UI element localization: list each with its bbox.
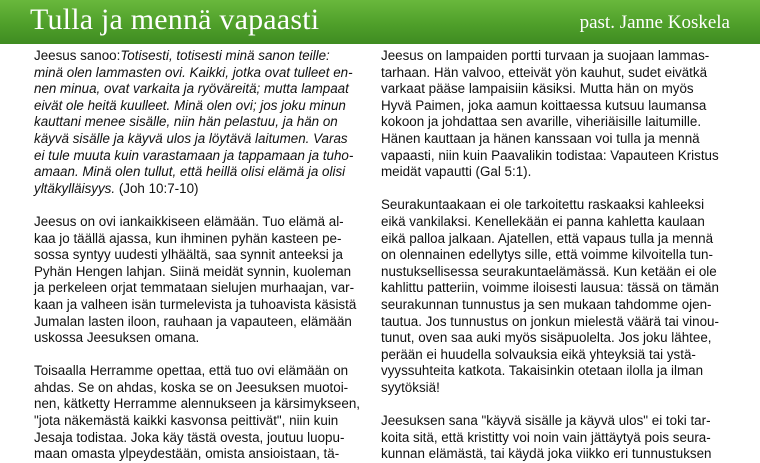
right-column bbox=[381, 48, 729, 462]
left-column bbox=[34, 48, 364, 462]
right-paragraph-2: Seurakuntaakaan ei ole tarkoitettu raskaaksi kahleeksi eikä vankilaksi. Kenellekään ei panna kahletta kaulaan eikä palloa jalkaan. Ajatellen, että vapaus tulla ja mennä on olennainen edellytys sille, että voimme kilvoitella tun- nustuksellisessa seurakuntaelämässä. Kun ketään ei ole kahlittu patteriin, voimme iloisesti lausua: tässä on tämän seurakunnan tunnustus ja sen mukaan tahdomme ojen- tautua. Jos tunnustus on jonkun mielestä väärä tai vinou- tunut, oven saa auki myös sisäpuolelta. Jos joku lähtee, perään ei huudella solvauksia eikä yhteyksiä tai ystä- vyyssuhteita katkota. Takaisinkin otetaan ilolla ja ilman syytöksiä! bbox=[381, 197, 719, 395]
article-header bbox=[0, 0, 760, 44]
bible-quote-paragraph bbox=[34, 48, 364, 197]
quote-reference: (Joh 10:7-10) bbox=[115, 180, 199, 196]
left-paragraph-3: Toisaalla Herramme opettaa, että tuo ovi elämään on ahdas. Se on ahdas, koska se on Jeesuksen muotoi- nen, kätketty Herramme alennukseen ja kärsimykseen, "jota näkemästä kaikki kasvonsa peittivät", niin kuin Jesaja todistaa. Joka käy tästä ovesta, joutuu luopu- maan omasta ylpeydestään, omista ansioistaan, tä- bbox=[34, 363, 360, 462]
article-title: Tulla ja mennä vapaasti bbox=[30, 3, 320, 36]
quote-text: Totisesti, totisesti minä sanon teille: minä olen lammasten ovi. Kaikki, jotka ovat tulleet en- nen minua, ovat varkaita ja ryöväreitä; mutta lampaat eivät ole heitä kuulleet. Minä olen ovi; jos joku minun kauttani menee sisälle, niin hän pelastuu, ja hän on käyvä sisälle ja käyvä ulos ja löytävä laitumen. Varas ei tule muuta kuin varastamaan ja tappamaan ja tuho- amaan. Minä olen tullut, että heillä olisi elämä ja olisi yltäkylläisyys. bbox=[34, 48, 354, 196]
right-paragraph-1: Jeesus on lampaiden portti turvaan ja suojaan lammas- tarhaan. Hän valvoo, etteivät yön kauhut, sudet eivätkä varkaat pääse lampaisiin käsiksi. Mutta hän on myös Hyvä Paimen, joka aamun koittaessa kutsuu laumansa kokoon ja johdattaa sen avarille, viheriäisille laitumille. Hänen kauttaan ja hänen kanssaan voi tulla ja mennä vapaasti, niin kuin Paavalikin todistaa: Vapauteen Kristus meidät vapautti (Gal 5:1). bbox=[381, 48, 719, 180]
quote-intro: Jeesus sanoo: bbox=[34, 48, 121, 63]
left-paragraph-2: Jeesus on ovi iankaikkiseen elämään. Tuo elämä al- kaa jo täällä ajassa, kun ihminen pyhän kasteen pe- sossa syntyy uudesti ylhäältä, saa synnit anteeksi ja Pyhän Hengen lahjan. Siinä meidät synnin, kuoleman ja perkeleen orjat temmataan sielujen murhaajan, var- kaan ja valheen isän turmelevista ja tuhoavista käsistä Jumalan lasten iloon, rauhaan ja vapauteen, elämään uskossa Jeesuksen omana. bbox=[34, 213, 357, 346]
article-author: past. Janne Koskela bbox=[579, 12, 730, 33]
right-paragraph-3: Jeesuksen sana "käyvä sisälle ja käyvä ulos" ei toki tar- koita sitä, että kristitty voi noin vain jättäytyä pois seura- kunnan elämästä, tai käydä joka viikko eri tunnustuksen bbox=[381, 413, 712, 462]
